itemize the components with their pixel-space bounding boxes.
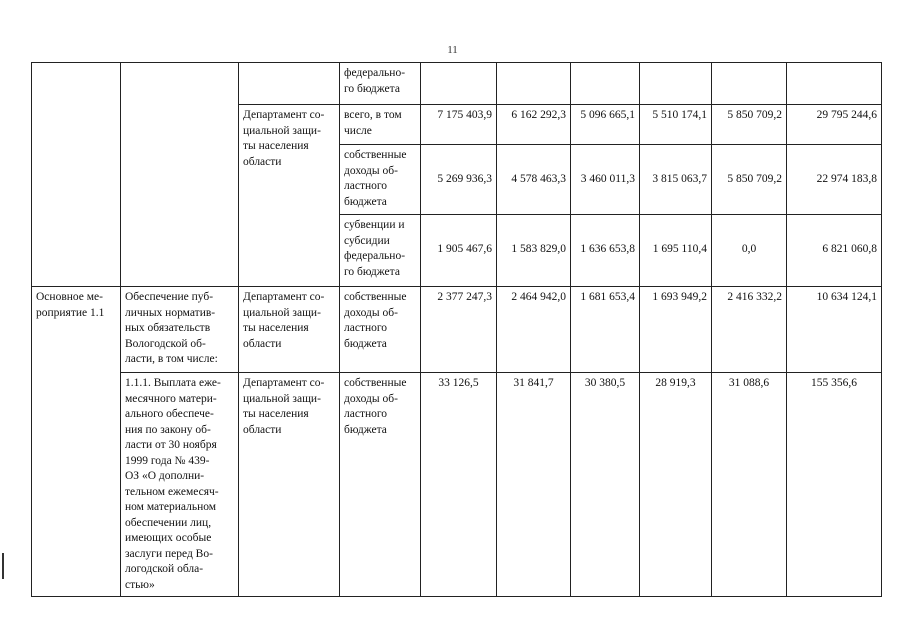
- value-cell: 1 583 829,0: [497, 215, 571, 287]
- value-cell: 6 821 060,8: [787, 215, 882, 287]
- table-row: [32, 373, 882, 597]
- source-cell: федерально- го бюджета: [340, 63, 421, 105]
- value-cell: 31 088,6: [712, 373, 787, 597]
- value-cell: 7 175 403,9: [421, 105, 497, 145]
- value-cell: [421, 63, 497, 105]
- value-cell: 1 636 653,8: [571, 215, 640, 287]
- table-row: [32, 63, 882, 105]
- value-cell: 33 126,5: [421, 373, 497, 597]
- name-cell: 1.1.1. Выплата еже- месячного матери- ального обеспече- ния по закону об- ласти от 30 ноября 1999 года № 439- ОЗ «О дополни- тельном ежемесяч- ном материальном обеспечении лиц, имеющих особые заслуги перед Во- логодской обла- стью»: [121, 373, 239, 597]
- name-cell: [121, 63, 239, 287]
- budget-table: [31, 62, 882, 597]
- value-cell: 2 377 247,3: [421, 287, 497, 373]
- source-cell: собственные доходы об- ластного бюджета: [340, 145, 421, 215]
- value-cell: 3 815 063,7: [640, 145, 712, 215]
- scan-margin-mark: [2, 553, 4, 579]
- source-cell: собственные доходы об- ластного бюджета: [340, 373, 421, 597]
- value-cell: [712, 63, 787, 105]
- value-cell: 5 096 665,1: [571, 105, 640, 145]
- executor-cell: Департамент со- циальной защи- ты населения области: [239, 105, 340, 287]
- value-cell: 4 578 463,3: [497, 145, 571, 215]
- table-row: [32, 287, 882, 373]
- value-cell: 5 850 709,2: [712, 145, 787, 215]
- value-cell: 1 695 110,4: [640, 215, 712, 287]
- name-cell: Обеспечение пуб- личных норматив- ных обязательств Вологодской об- ласти, в том числе:: [121, 287, 239, 373]
- source-cell: субвенции и субсидии федерально- го бюджета: [340, 215, 421, 287]
- value-cell: 29 795 244,6: [787, 105, 882, 145]
- value-cell: 0,0: [712, 215, 787, 287]
- value-cell: [497, 63, 571, 105]
- status-cell: Основное ме- роприятие 1.1: [32, 287, 121, 597]
- value-cell: 3 460 011,3: [571, 145, 640, 215]
- executor-cell: [239, 63, 340, 105]
- executor-cell: Департамент со- циальной защи- ты населения области: [239, 373, 340, 597]
- value-cell: [571, 63, 640, 105]
- executor-cell: Департамент со- циальной защи- ты населения области: [239, 287, 340, 373]
- value-cell: 31 841,7: [497, 373, 571, 597]
- value-cell: 1 905 467,6: [421, 215, 497, 287]
- value-cell: 5 510 174,1: [640, 105, 712, 145]
- source-cell: собственные доходы об- ластного бюджета: [340, 287, 421, 373]
- value-cell: 28 919,3: [640, 373, 712, 597]
- value-cell: 1 693 949,2: [640, 287, 712, 373]
- value-cell: [640, 63, 712, 105]
- value-cell: 5 850 709,2: [712, 105, 787, 145]
- value-cell: [787, 63, 882, 105]
- status-cell: [32, 63, 121, 287]
- value-cell: 30 380,5: [571, 373, 640, 597]
- value-cell: 2 464 942,0: [497, 287, 571, 373]
- value-cell: 155 356,6: [787, 373, 882, 597]
- value-cell: 22 974 183,8: [787, 145, 882, 215]
- value-cell: 2 416 332,2: [712, 287, 787, 373]
- source-cell: всего, в том числе: [340, 105, 421, 145]
- value-cell: 10 634 124,1: [787, 287, 882, 373]
- value-cell: 1 681 653,4: [571, 287, 640, 373]
- value-cell: 6 162 292,3: [497, 105, 571, 145]
- value-cell: 5 269 936,3: [421, 145, 497, 215]
- page-number: 11: [447, 44, 458, 56]
